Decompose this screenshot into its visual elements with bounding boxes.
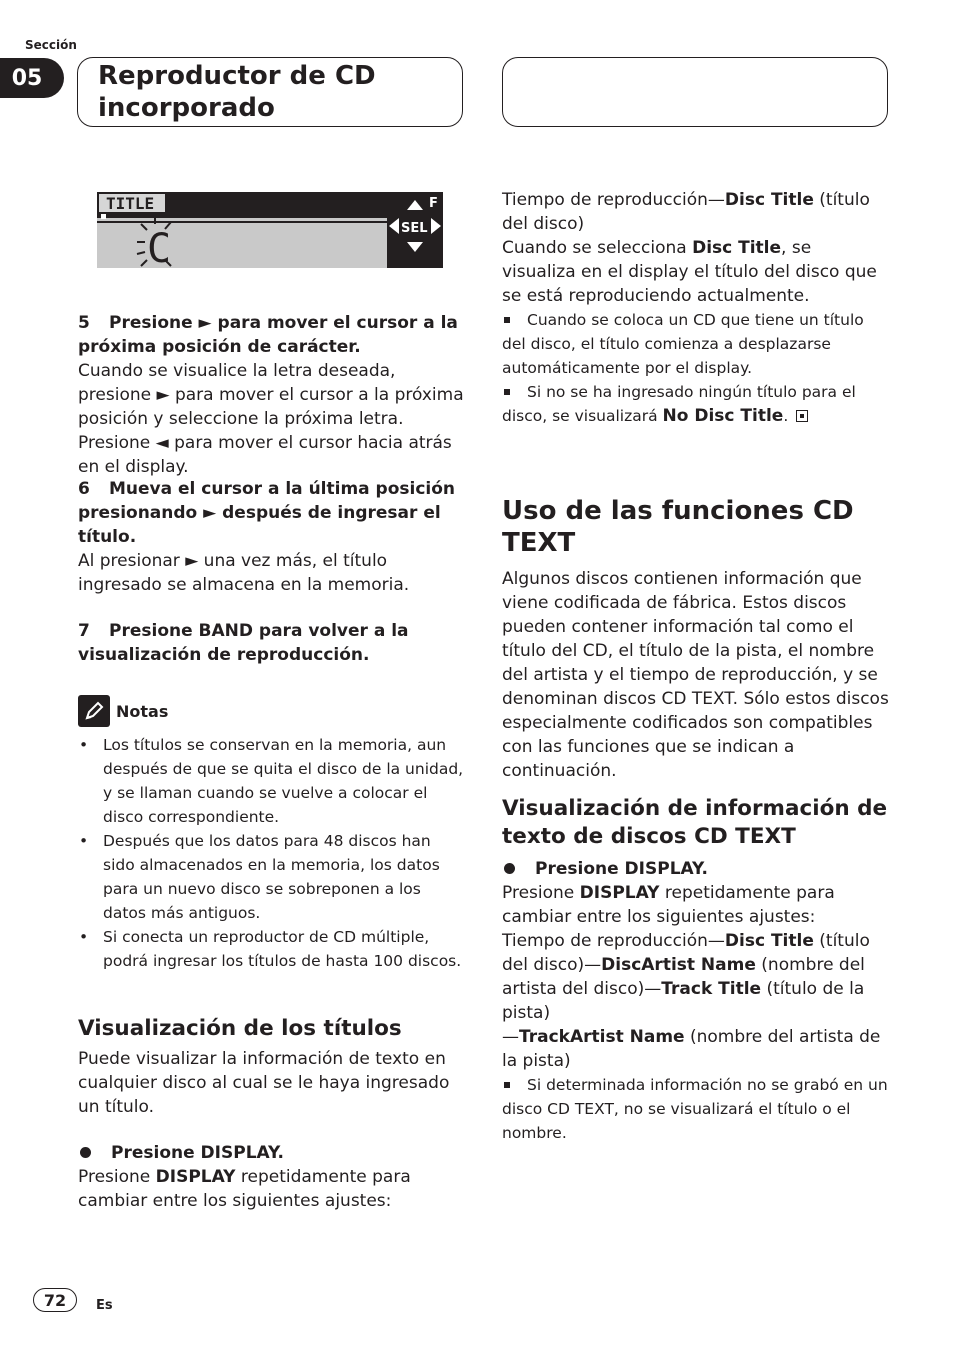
press-display-body-right [502, 881, 890, 929]
seq-track-title: Track Title [661, 979, 762, 999]
square-bullet-icon [504, 389, 510, 395]
press-display-text-right: Presione DISPLAY. [535, 859, 709, 879]
lcd-title-text: TITLE [106, 194, 155, 213]
notes-list [78, 733, 466, 973]
seq-disc-title-desc: (título del disco)— [502, 931, 870, 975]
bullet-dot-icon [80, 1147, 91, 1158]
lcd-sel-text: SEL [401, 221, 428, 236]
step-5-number: 5 [78, 313, 90, 333]
vis-info-heading: Visualización de información de texto de discos CD TEXT [502, 796, 888, 849]
seq-dash: — [502, 1027, 519, 1047]
chapter-title-line1: Reproductor de CD [98, 61, 376, 91]
tiempo-line [502, 188, 890, 236]
disc-title-bold-2: Disc Title [692, 238, 782, 258]
uso-heading: Uso de las funciones CD TEXT [502, 496, 854, 558]
press-body-text-right: Presione [502, 883, 580, 903]
press-body-text-2: repetidamente para cambiar entre los siguientes ajustes: [78, 1167, 411, 1211]
page-number: 72 [33, 1288, 77, 1312]
section-number-badge: 05 [0, 58, 64, 98]
press-body-text-right-2: repetidamente para cambiar entre los siguientes ajustes: [502, 883, 835, 927]
note-missing-info-text: Si determinada información no se grabó en un disco CD TEXT, no se visualizará el título o el nombre. [502, 1076, 888, 1142]
press-body-text: Presione [78, 1167, 156, 1187]
vis-titulos-section [78, 1015, 466, 1213]
seq-disc-title: Disc Title [724, 931, 814, 951]
seq-track-title-desc: (título de la pista) [502, 979, 865, 1023]
bullet-dot-icon [504, 863, 515, 874]
cuando-text: Cuando se selecciona [502, 238, 693, 258]
tiempo-text: Tiempo de reproducción— [502, 190, 725, 210]
press-display-text: Presione DISPLAY. [111, 1143, 285, 1163]
uso-section [502, 495, 890, 783]
note-no-title-text: Si no se ha ingresado ningún título para el disco, se visualizará [502, 383, 856, 425]
no-disc-title-bold: No Disc Title [662, 406, 784, 426]
note-missing-info [502, 1073, 890, 1145]
step-5-title [78, 311, 466, 359]
step-7 [78, 619, 466, 667]
chapter-title-line2: incorporado [98, 93, 275, 123]
step-6-number: 6 [78, 479, 90, 499]
uso-body: Algunos discos contienen información que viene codificada de fábrica. Estos discos pueden contener información tal como el título del CD, el título de la pista, el nombre del artista y el tiempo de reproducción, y se denominan discos CD TEXT. Sólo estos discos especialmente codificados son compatibles con las funciones que se indican a continuación. [502, 569, 889, 781]
note-item: • Si conecta un reproductor de CD múltiple, podrá ingresar los títulos de hasta 100 discos. [78, 925, 466, 973]
seq-discartist: DiscArtist Name [601, 955, 756, 975]
note-no-title-end: . [783, 407, 789, 425]
step-5-title-text: Presione ► para mover el cursor a la próxima posición de carácter. [78, 313, 458, 357]
seq-trackartist-desc: (nombre del artista de la pista) [502, 1027, 881, 1071]
vis-titulos-heading: Visualización de los títulos [78, 1016, 402, 1041]
note-item: • Los títulos se conservan en la memoria, aun después de que se quita el disco de la unidad, y se llaman cuando se vuelve a colocar el disco correspondiente. [78, 733, 466, 829]
section-label: Sección [25, 38, 77, 52]
note-scroll-text: Cuando se coloca un CD que tiene un título del disco, el título comienza a desplazarse automáticamente por el display. [502, 311, 864, 377]
press-body-bold: DISPLAY [155, 1167, 236, 1187]
language-code: Es [96, 1298, 113, 1313]
press-display-step-right [502, 857, 890, 881]
notes-section [78, 695, 466, 973]
step-6-title [78, 477, 466, 549]
cuando-desc: , se visualiza en el display el título del disco que se está reproduciendo actualmente. [502, 238, 877, 306]
notes-label: Notas [116, 701, 169, 721]
vis-titulos-body: Puede visualizar la información de texto en cualquier disco al cual se le haya ingresado un título. [78, 1049, 450, 1117]
seq-discartist-desc: (nombre del artista del disco)— [502, 955, 865, 999]
display-illustration [97, 192, 443, 268]
notes-header [78, 695, 466, 727]
cuando-para [502, 236, 890, 308]
seq-trackartist: TrackArtist Name [519, 1027, 685, 1047]
step-5 [78, 311, 466, 479]
lcd-display-image [97, 192, 443, 268]
lcd-f-indicator: F [429, 196, 438, 211]
end-mark-icon [796, 410, 808, 422]
disc-title-bold: Disc Title [724, 190, 814, 210]
disc-title-section [502, 188, 890, 428]
step-6 [78, 477, 466, 597]
lcd-cursor-char: C [147, 226, 172, 268]
square-bullet-icon [504, 317, 510, 323]
step-7-title [78, 619, 466, 667]
seq-tiempo: Tiempo de reproducción— [502, 931, 725, 951]
step-6-body: Al presionar ► una vez más, el título ingresado se almacena en la memoria. [78, 551, 410, 595]
square-bullet-icon [504, 1082, 510, 1088]
tiempo-desc: (título del disco) [502, 190, 870, 234]
press-body-bold-right: DISPLAY [579, 883, 660, 903]
note-scroll [502, 308, 890, 380]
empty-header-box [502, 57, 888, 127]
note-item: • Después que los datos para 48 discos han sido almacenados en la memoria, los datos para un nuevo disco se sobreponen a los datos más antiguos. [78, 829, 466, 925]
settings-sequence [502, 929, 890, 1073]
pencil-icon [78, 695, 110, 727]
step-5-body: Cuando se visualice la letra deseada, presione ► para mover el cursor a la próxima posición y seleccione la próxima letra. Presione ◄ para mover el cursor hacia atrás en el display. [78, 361, 464, 477]
chapter-title-box [77, 57, 463, 127]
vis-info-section [502, 795, 890, 1145]
step-7-number: 7 [78, 621, 90, 641]
step-6-title-text: Mueva el cursor a la última posición presionando ► después de ingresar el título. [78, 479, 456, 547]
press-display-step [78, 1141, 466, 1165]
note-no-title [502, 380, 890, 428]
step-7-title-text: Presione BAND para volver a la visualización de reproducción. [78, 621, 409, 665]
press-display-body [78, 1165, 466, 1213]
